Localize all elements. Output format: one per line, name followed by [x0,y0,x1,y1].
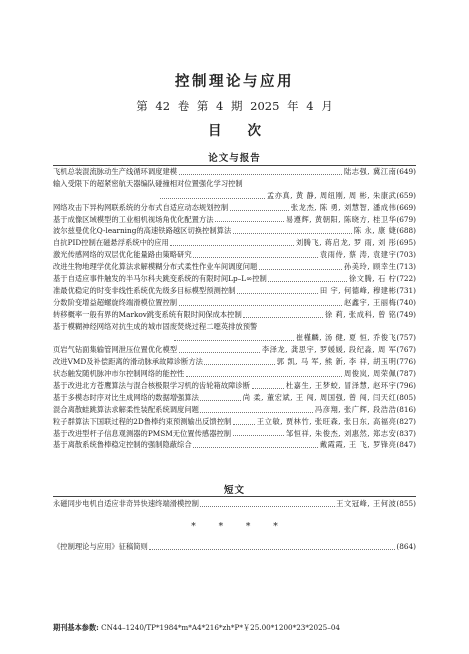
entry-page: (649) [396,166,416,176]
entry-page: (749) [396,309,416,319]
entry-title: 基于多模态时序对比生成网络的数据增强算法 [53,392,199,402]
entry-title: 基于模糊神经网络对抗生成的城市固废焚烧过程二噁英排放预警 [53,321,258,331]
entry-authors: 戴霞霞, 王 飞, 罗锋亮 [319,440,397,450]
entry-page: (740) [396,297,416,307]
entry-title: 《控制理论与应用》征稿简则 [53,541,148,551]
toc-entry[interactable] [53,332,416,344]
entry-page: (796) [396,381,416,391]
parameters-value: CN44–1240/TP*1984*m*A4*216*zh*P*￥25.00*1200*23*2025–04 [101,623,340,632]
entry-page: (805) [396,392,416,402]
short-papers-list [53,498,416,510]
section-title-papers: 论文与报告 [208,153,261,164]
leader-dots [193,447,318,448]
entry-page: (864) [396,541,416,551]
entry-authors: 李泽龙, 龚思宇, 罗媛媛, 段纪淼, 周 军 [261,345,397,355]
leader-dots [243,317,323,318]
entry-page: (787) [396,369,416,379]
leader-dots [268,281,347,282]
entry-authors: 袁雨侍, 蔡 涛, 袁建宇 [319,250,397,260]
entry-authors: 徐文腾, 石 柠 [348,274,397,283]
toc-entry[interactable] [53,237,416,249]
leader-dots [259,269,343,270]
entry-title: 基于自适应事件触发的半马尔科夫跳变系统的有限时间Lp–L∞控制 [53,274,267,283]
entry-title: 输入受限下的超紧密航天器编队碰撞相对位置强化学习控制 [53,178,243,188]
entry-title: 基于改进北方苍鹰算法与混合核极限学习机的齿轮箱故障诊断 [53,381,251,391]
leader-dots [149,549,395,550]
entry-title: 自抗PID控制在磁悬浮系统中的应用 [53,238,169,248]
toc-entry[interactable] [53,368,416,380]
entry-page: (847) [396,440,416,450]
leader-dots [233,424,256,425]
leader-dots [230,210,290,211]
entry-authors: 王文冠峰, 王何波 [336,498,397,508]
entry-authors: 孙美玲, 顾幸生 [343,262,397,272]
papers-list [53,166,416,451]
entry-authors: 易遵辉, 黄朝阳, 陈晓方, 桂卫华 [285,214,397,224]
parameters-label: 期刊基本参数: [53,623,99,632]
entry-authors: 王立敏, 贾林竹, 张旺森, 张日东, 高福亮 [256,416,397,426]
leader-dots [200,412,313,413]
entry-page: (837) [396,428,416,438]
entry-page: (669) [396,202,416,212]
leader-dots [204,364,275,365]
entry-title: 混合离散蛙跳算法求解柔性装配系统调度问题 [53,404,199,414]
leader-dots [179,174,343,175]
entry-authors: 张龙杰, 陈 勇, 刘慧智, 潘成伟 [290,202,397,212]
separator-stars: * * * * [191,522,288,532]
toc-entry[interactable] [53,178,416,190]
toc-entry[interactable] [53,416,416,428]
toc-entry[interactable] [53,380,416,392]
toc-entry[interactable] [53,225,416,237]
toc-entry[interactable] [53,439,416,451]
leader-dots [179,305,343,306]
leader-dots [160,198,265,199]
entry-page: (659) [396,190,416,200]
entry-title: 分数阶变增益超螺旋终端滑模位置控制 [53,297,178,307]
entry-authors: 徐 莉, 张成科, 曾 铭 [324,309,397,319]
toc-entry[interactable] [53,404,416,416]
entry-title: 改进VMD及补偿距离的滑动脉承故障诊断方法 [53,357,203,367]
toc-entry[interactable] [53,202,416,214]
entry-title: 状态触发随机脉冲市尔控制网络的能控性 [53,369,185,379]
notice-item[interactable] [53,541,416,553]
entry-authors: 刘腾飞, 蒋启龙, 罗 雨, 刘 彤 [295,238,397,248]
entry-authors: 陆志强, 冀江南 [343,166,397,176]
entry-page: (757) [396,333,416,343]
entry-authors: 崔槿麟, 汤 健, 夏 恒, 乔俊飞 [295,333,397,343]
entry-authors: 杜嘉生, 王梦蛟, 冒泽慧, 赵环宇 [285,381,397,391]
entry-title: 激光传感网络的双层优化能量路由策略研究 [53,250,192,260]
entry-page: (703) [396,250,416,260]
toc-entry[interactable] [53,498,416,510]
entry-authors: 赵鑫宇, 王丽梅 [343,297,397,307]
issue-info: 第 42 卷 第 4 期 2025 年 4 月 [136,99,333,113]
entry-title: 粒子群算法下国联过程的2D鲁棒约束预测输出反馈控制 [53,416,232,426]
leader-dots [179,352,261,353]
entry-title: 基于成像区域模型的工业相机视场角优化配置方法 [53,214,214,224]
journal-title: 控制理论与应用 [175,73,294,90]
entry-authors: 郭 凯, 马 军, 熊 新, 李 祥, 胡玉明 [276,357,397,367]
entry-page: (776) [396,357,416,367]
entry-title: 页岩气钻面集输管网泄压位置优化模型 [53,345,178,355]
entry-authors: 陈 永, 康 婕 [353,226,397,236]
toc-entry[interactable] [53,309,416,321]
entry-title: 改进生物地理学优化算法求解模糊分布式柔性作业车间调度问题 [53,262,258,272]
entry-title: 网络攻击下异构网联系统的分布式自适应动态规划控制 [53,202,229,212]
leader-dots [200,400,241,401]
entry-authors: 孟亦真, 黄 静, 周纽刚, 周 彬, 朱康武 [266,190,397,200]
toc-entry[interactable] [53,190,416,202]
leader-dots [233,435,285,436]
entry-title: 飞机总装混流脉动生产线循环调度建模 [53,166,178,176]
entry-title: 波尔兹曼优化Q-learning的高速铁路越区切换控制算法 [53,226,232,236]
entry-page: (679) [396,214,416,224]
leader-dots [170,245,294,246]
entry-authors: 尚 柔, 董宏斌, 王 闯, 周国强, 曾 闯, 闫天红 [242,392,397,402]
journal-parameters [53,623,433,633]
entry-title: 准最优稳定的时变非线性系统优先级多目标模型预测控制 [53,285,236,295]
entry-title: 基于改进型杆子信息观测器的PMSM无位置传感器控制 [53,428,232,438]
contents-heading: 目次 [208,123,287,139]
entry-page: (767) [396,345,416,355]
toc-entry[interactable] [53,344,416,356]
toc-entry[interactable] [53,297,416,309]
entry-page: (713) [396,262,416,272]
leader-dots [186,376,343,377]
entry-page: (695) [396,238,416,248]
section-title-short: 短文 [223,485,245,496]
toc-entry[interactable] [53,214,416,226]
notice-list [53,541,416,553]
leader-dots [237,293,318,294]
entry-page: (688) [396,226,416,236]
leader-dots [200,506,334,507]
toc-entry[interactable] [53,392,416,404]
leader-dots [252,388,285,389]
toc-entry[interactable] [53,166,416,178]
entry-authors: 邹恒祥, 朱俊杰, 刘惠然, 郑志安 [285,428,397,438]
entry-page: (731) [396,285,416,295]
toc-entry[interactable] [53,273,416,285]
entry-title: 永磁同步电机自适应非奇异快速终端滑模控制 [53,498,199,508]
entry-title: 基于离散系统鲁棒稳定控制的强制隐蔽综合 [53,440,192,450]
leader-dots [215,221,284,222]
toc-entry[interactable] [53,321,416,333]
entry-page: (827) [396,416,416,426]
entry-page: (722) [396,274,416,283]
toc-entry[interactable] [53,249,416,261]
entry-page: (855) [396,498,416,508]
section-divider [53,496,416,497]
entry-page: (816) [396,404,416,414]
toc-entry[interactable] [53,356,416,368]
toc-entry[interactable] [53,261,416,273]
toc-entry[interactable] [53,285,416,297]
toc-entry[interactable] [53,428,416,440]
leader-dots [174,340,294,341]
entry-authors: 周俊岚, 周荣佩 [343,369,397,379]
leader-dots [193,257,318,258]
entry-authors: 冯彦翔, 张广辉, 段浩浩 [314,404,397,414]
leader-dots [233,233,353,234]
entry-authors: 田 宇, 何德峰, 穆建彬 [319,285,397,295]
entry-title: 转移概率一般有界的Markov跳变系统有限时间保成本控制 [53,309,242,319]
